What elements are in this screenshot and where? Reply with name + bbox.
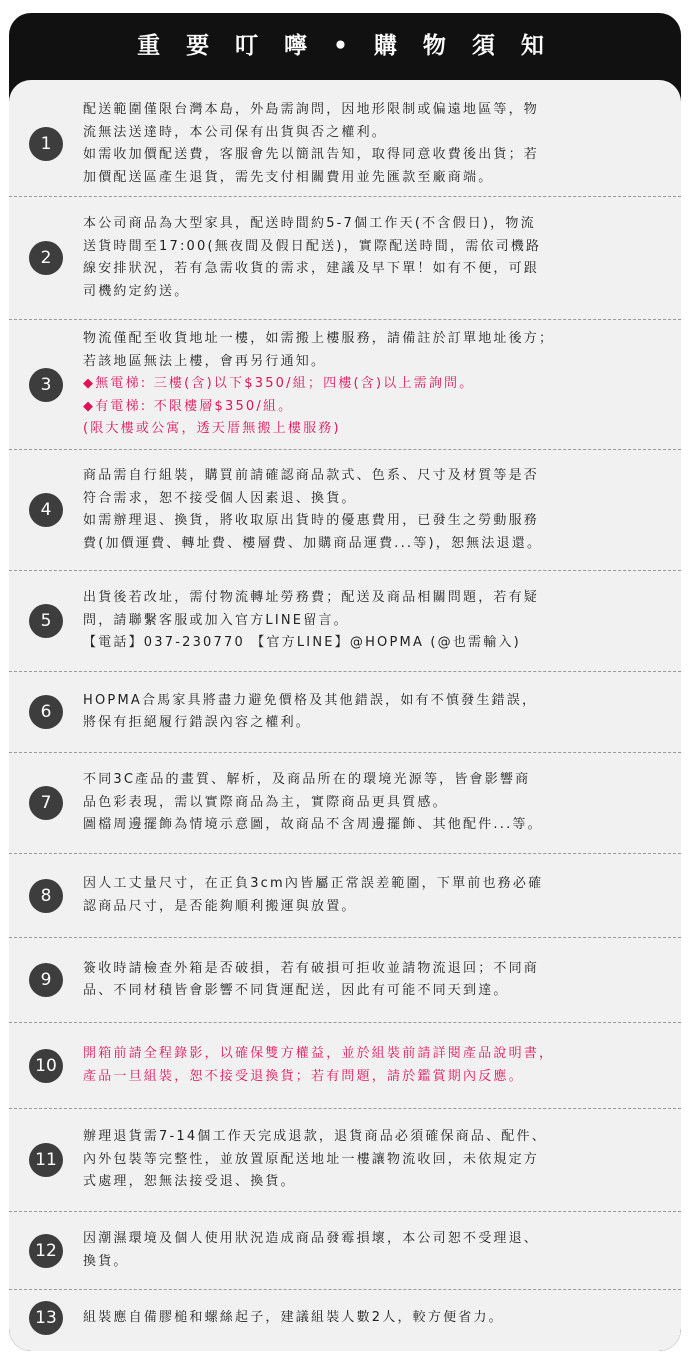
item-line: 費(加價運費、轉址費、樓層費、加購商品運費...等)，恕無法退還。 [83, 535, 543, 551]
item-text [83, 328, 663, 441]
item-line: 組裝應自備膠槌和螺絲起子，建議組裝人數2人，較方便省力。 [83, 1309, 504, 1325]
item-line-highlight: ◆無電梯: 三樓(含)以下$350/組；四樓(含)以上需詢問。 [83, 376, 475, 392]
notice-item [9, 450, 681, 571]
notice-item [9, 854, 681, 938]
item-line: 簽收時請檢查外箱是否破損，若有破損可拒收並請物流退回；不同商 [83, 960, 540, 976]
item-line: 如需收加價配送費，客服會先以簡訊告知，取得同意收費後出貨；若 [83, 147, 540, 162]
item-number-badge: 13 [29, 1301, 63, 1335]
item-number-badge: 10 [29, 1049, 63, 1083]
item-text [83, 465, 663, 555]
item-line: 如需辦理退、換貨，將收取原出貨時的優惠費用，已發生之勞動服務 [83, 513, 540, 528]
notice-list [9, 80, 681, 1351]
notice-item [9, 1023, 681, 1109]
item-line: 流無法送達時，本公司保有出貨與否之權利。 [83, 124, 388, 140]
item-line: 物流僅配至收貨地址一樓，如需搬上樓服務，請備註於訂單地址後方； [83, 331, 555, 347]
item-line: 式處理，恕無法接受退、換貨。 [83, 1174, 296, 1190]
item-line-highlight: ◆有電梯: 不限樓層$350/組。 [83, 398, 294, 414]
item-number-badge: 12 [29, 1234, 63, 1268]
notice-item [9, 320, 681, 450]
item-number-badge: 1 [29, 127, 63, 161]
notice-item [9, 1212, 681, 1290]
item-number-badge: 7 [29, 786, 63, 820]
notice-card [9, 13, 681, 1351]
item-text [83, 1228, 663, 1273]
notice-item [9, 197, 681, 320]
item-line: 品、不同材積皆會影響不同貨運配送，因此有可能不同天到達。 [83, 983, 509, 998]
item-number-badge: 8 [29, 879, 63, 913]
item-number-badge: 5 [29, 604, 63, 638]
notice-item [9, 1290, 681, 1346]
item-text [83, 873, 663, 918]
item-line: 線安排狀況，若有急需收貨的需求，建議及早下單！如有不便，可跟 [83, 261, 540, 276]
notice-item [9, 753, 681, 854]
notice-item [9, 92, 681, 197]
item-text [83, 958, 663, 1003]
item-text [83, 1043, 663, 1088]
item-line: 加價配送區產生退貨，需先支付相關費用並先匯款至廠商端。 [83, 169, 494, 185]
item-text [83, 213, 663, 303]
item-number-badge: 2 [29, 241, 63, 275]
item-line: 內外包裝等完整性，並放置原配送地址一樓讓物流收回，未依規定方 [83, 1151, 540, 1167]
item-number-badge: 9 [29, 963, 63, 997]
item-line: 因人工丈量尺寸，在正負3cm內皆屬正常誤差範圍，下單前也務必確 [83, 876, 544, 891]
notice-item [9, 672, 681, 753]
item-line: 符合需求，恕不接受個人因素退、換貨。 [83, 490, 357, 506]
item-line: 問，請聯繫客服或加入官方LINE留言。 [83, 612, 349, 628]
item-line: 若該地區無法上樓，會再另行通知。 [83, 353, 327, 369]
item-text [83, 769, 663, 837]
item-line: 配送範圍僅限台灣本島，外島需詢問，因地形限制或偏遠地區等，物 [83, 102, 540, 117]
item-line: 辦理退貨需7-14個工作天完成退款，退貨商品必須確保商品、配件、 [83, 1129, 547, 1145]
item-line: 送貨時間至17:00(無夜間及假日配送)，實際配送時間，需依司機路 [83, 238, 542, 254]
item-line: 出貨後若改址，需付物流轉址勞務費；配送及商品相關問題，若有疑 [83, 590, 540, 606]
item-line-highlight: 開箱前請全程錄影，以確保雙方權益，並於組裝前請詳閱產品說明書， [83, 1046, 555, 1061]
item-line: 圖檔周邊擺飾為情境示意圖，故商品不含周邊擺飾、其他配件...等。 [83, 817, 543, 833]
notice-item [9, 938, 681, 1023]
item-number-badge: 4 [29, 493, 63, 527]
item-text [83, 1126, 663, 1194]
item-number-badge: 6 [29, 695, 63, 729]
item-line: 司機約定約送。 [83, 283, 190, 299]
notice-item [9, 571, 681, 672]
item-line: 換貨。 [83, 1253, 129, 1269]
item-line: 不同3C產品的畫質、解析，及商品所在的環境光源等，皆會影響商 [83, 772, 531, 788]
item-line: HOPMA合馬家具將盡力避免價格及其他錯誤，如有不慎發生錯誤， [83, 692, 538, 708]
item-text [83, 587, 663, 655]
notice-item [9, 1109, 681, 1212]
item-text [83, 99, 663, 189]
item-number-badge: 11 [29, 1143, 63, 1177]
item-line-highlight: 產品一旦組裝，恕不接受退換貨；若有問題，請於鑑賞期內反應。 [83, 1068, 524, 1084]
item-line: 因潮濕環境及個人使用狀況造成商品發霉損壞，本公司恕不受理退、 [83, 1231, 540, 1246]
item-line: 本公司商品為大型家具，配送時間約5-7個工作天(不含假日)，物流 [83, 216, 536, 231]
item-text [83, 690, 663, 735]
item-line-highlight: (限大樓或公寓，透天厝無搬上樓服務) [83, 421, 341, 437]
item-line: 品色彩表現，需以實際商品為主，實際商品更具質感。 [83, 794, 448, 810]
item-text [83, 1307, 663, 1330]
notice-header [9, 13, 681, 77]
item-line: 商品需自行組裝，購買前請確認商品款式、色系、尺寸及材質等是否 [83, 468, 540, 483]
item-number-badge: 3 [29, 368, 63, 402]
item-line: 【電話】037-230770 【官方LINE】@HOPMA (@也需輸入) [83, 635, 521, 651]
item-line: 認商品尺寸，是否能夠順利搬運與放置。 [83, 898, 357, 914]
item-line: 將保有拒絕履行錯誤內容之權利。 [83, 715, 312, 730]
page-title: 重 要 叮 嚀 • 購 物 須 知 [137, 32, 553, 59]
